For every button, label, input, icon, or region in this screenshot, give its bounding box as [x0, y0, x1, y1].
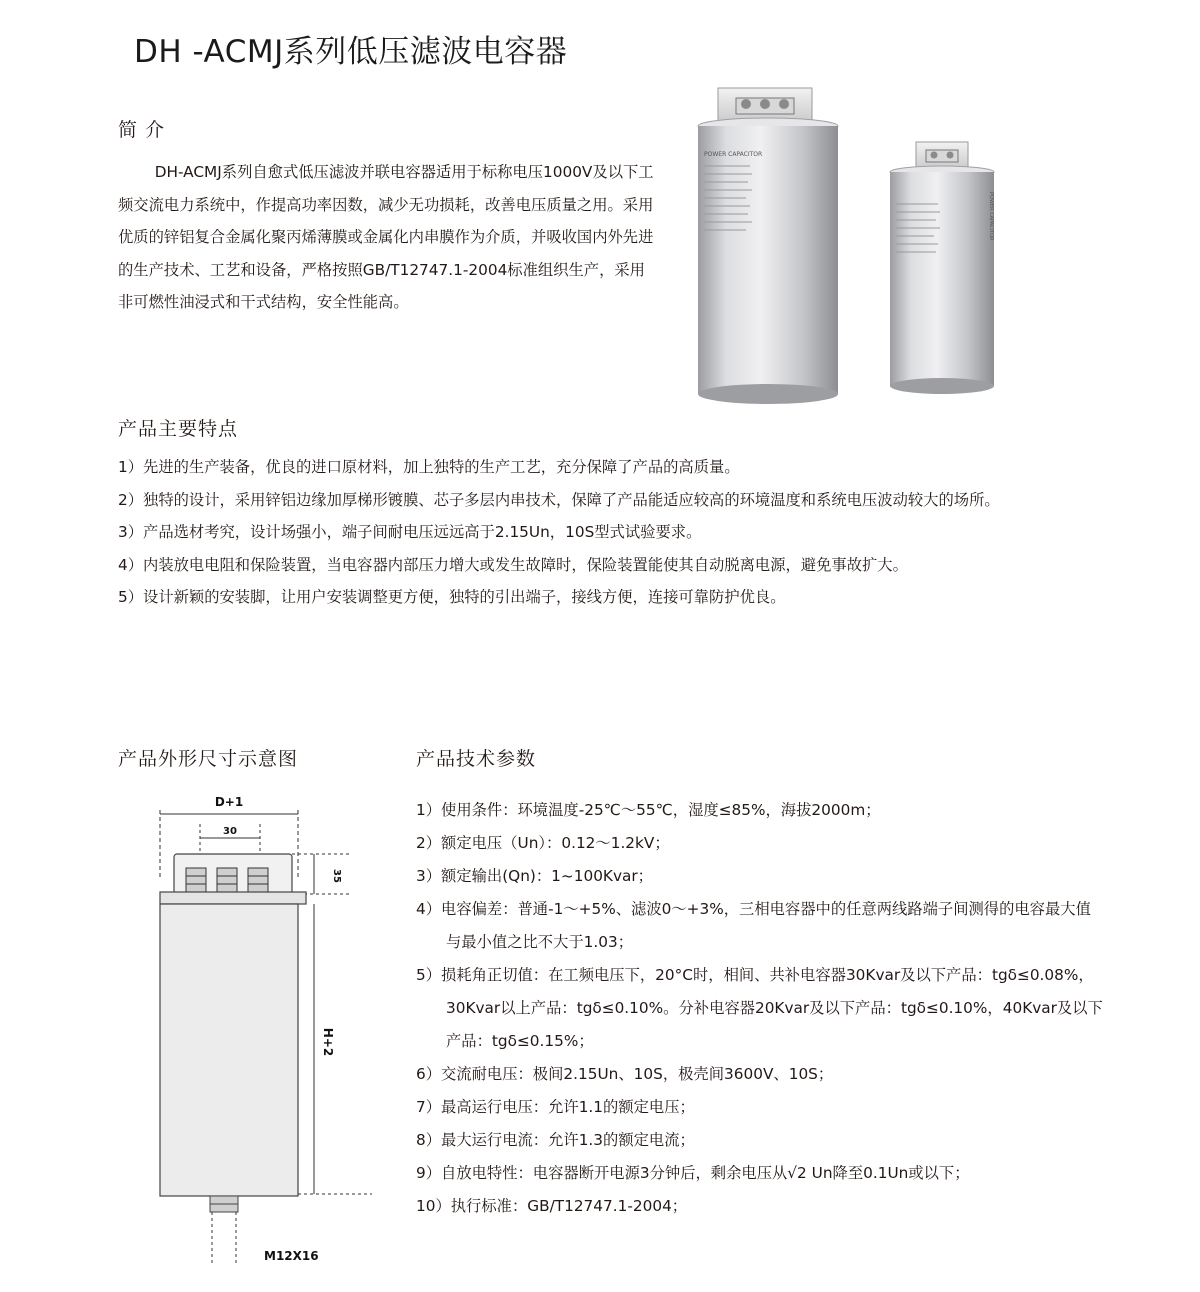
specs-heading: 产品技术参数 [416, 748, 537, 770]
intro-text [118, 156, 658, 319]
feature-item: 3）产品选材考究，设计场强小，端子间耐电压远远高于2.15Un，10S型式试验要求。 [118, 523, 702, 542]
specs-list [416, 794, 1106, 1223]
large-capacitor-label: POWER CAPACITOR [704, 151, 763, 158]
feature-item: 1）先进的生产装备，优良的进口原材料，加上独特的生产工艺，充分保障了产品的高质量。 [118, 458, 740, 476]
capacitor-photo [690, 80, 1030, 420]
small-capacitor-label: POWER CAPACITOR [988, 192, 994, 241]
spec-item: 5）损耗角正切值：在工频电压下，20°C时，相间、共补电容器30Kvar及以下产品：tgδ≤0.08%，30Kvar以上产品：tgδ≤0.10%。分补电容器20Kvar及以下产品：tgδ≤0.10%，40Kvar及以下产品：tgδ≤0.15%； [416, 966, 1103, 1050]
spec-item: 8）最大运行电流：允许1.3的额定电流； [416, 1131, 695, 1149]
spec-item: 6）交流耐电压：极间2.15Un、10S，极壳间3600V、10S； [416, 1065, 834, 1083]
spec-item: 3）额定输出(Qn)：1~100Kvar； [416, 867, 653, 885]
intro-paragraph: DH-ACMJ系列自愈式低压滤波并联电容器适用于标称电压1000V及以下工频交流电力系统中，作提高功率因数，减少无功损耗，改善电压质量之用。采用优质的锌铝复合金属化聚丙烯薄膜或金属化内串膜作为介质，并吸收国内外先进的生产技术、工艺和设备，严格按照GB/T12747.1-2004标准组织生产，采用非可燃性油浸式和干式结构，安全性能高。 [118, 163, 654, 312]
features-heading: 产品主要特点 [118, 418, 239, 440]
spec-item: 2）额定电压（Un）：0.12～1.2kV； [416, 834, 670, 852]
feature-item: 4）内装放电电阻和保险装置，当电容器内部压力增大或发生故障时，保险装置能使其自动脱离电源，避免事故扩大。 [118, 555, 908, 574]
small-capacitor [890, 142, 994, 394]
diameter-label: D+1 [214, 795, 244, 809]
large-capacitor [698, 88, 838, 404]
dimensions-heading: 产品外形尺寸示意图 [118, 748, 299, 770]
height-label: H+2 [321, 1027, 335, 1057]
intro-heading: 简 介 [118, 119, 166, 141]
features-list [118, 451, 1098, 614]
dimension-drawing [120, 784, 390, 1274]
spec-item: 9）自放电特性：电容器断开电源3分钟后，剩余电压从√2 Un降至0.1Un或以下； [416, 1164, 970, 1182]
feature-item: 5）设计新颖的安装脚，让用户安装调整更方便，独特的引出端子，接线方便，连接可靠防护优良。 [118, 588, 786, 607]
feature-item: 2）独特的设计，采用锌铝边缘加厚梯形镀膜、芯子多层内串技术，保障了产品能适应较高的环境温度和系统电压波动较大的场所。 [118, 490, 1000, 509]
bolt-label: M12X16 [264, 1249, 319, 1263]
spec-item: 1）使用条件：环境温度-25℃～55℃，湿度≤85%，海拔2000m； [416, 801, 881, 819]
terminal-height-label: 35 [331, 869, 342, 883]
spec-item: 7）最高运行电压：允许1.1的额定电压； [416, 1098, 695, 1116]
spec-item: 10）执行标准：GB/T12747.1-2004； [416, 1197, 688, 1215]
spec-item: 4）电容偏差：普通-1～+5%、滤波0～+3%，三相电容器中的任意两线路端子间测得的电容最大值与最小值之比不大于1.03； [416, 900, 1091, 951]
terminal-bolts [186, 868, 268, 892]
page-title: DH -ACMJ系列低压滤波电容器 [134, 34, 568, 70]
terminal-spacing-label: 30 [223, 826, 237, 837]
